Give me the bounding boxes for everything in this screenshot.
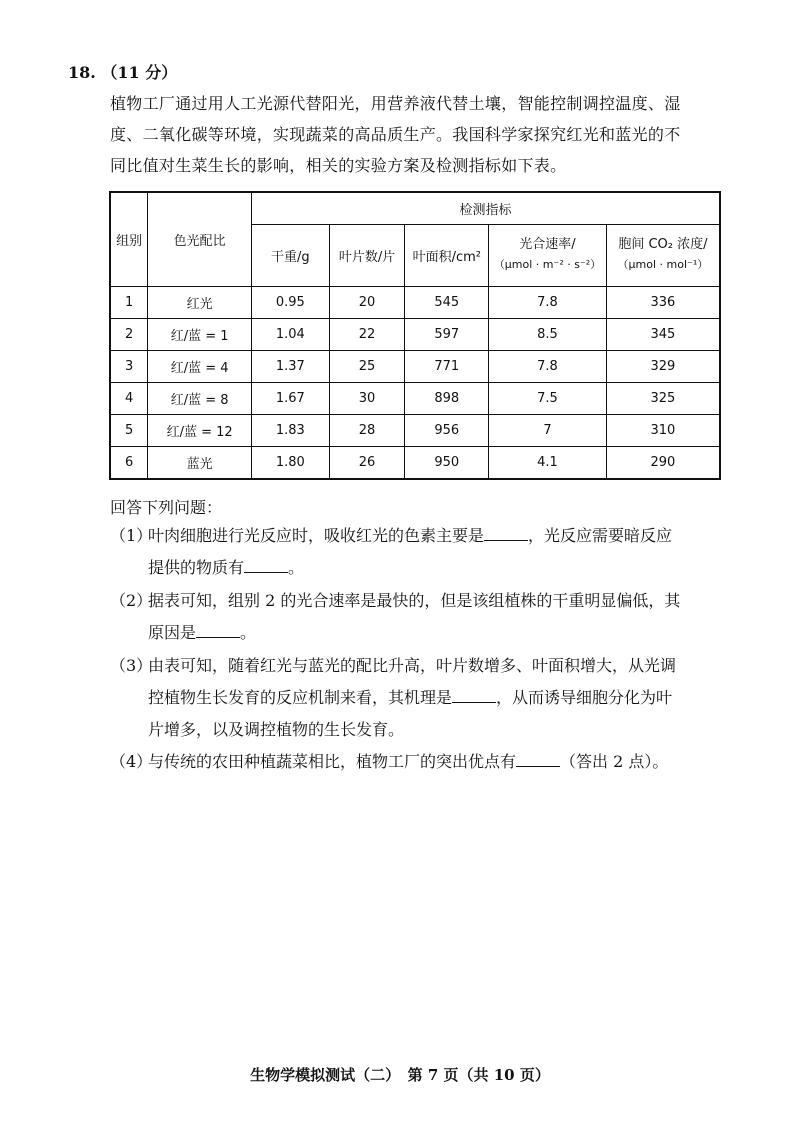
cell-leaves: 26 bbox=[329, 446, 405, 479]
answer-blank[interactable] bbox=[516, 752, 560, 767]
table-row bbox=[110, 446, 720, 479]
cell-rate: 7.8 bbox=[489, 350, 607, 382]
header-ratio: 色光配比 bbox=[148, 192, 252, 286]
table-row bbox=[110, 318, 720, 350]
cell-co2: 329 bbox=[606, 350, 720, 382]
header-detect: 检测指标 bbox=[251, 192, 720, 224]
q1-text-a: 叶肉细胞进行光反应时，吸收红光的色素主要是 bbox=[148, 526, 485, 545]
q1-text-b: ，光反应需要暗反应 bbox=[528, 526, 673, 545]
cell-dry: 1.67 bbox=[251, 382, 329, 414]
header-photo-rate bbox=[489, 224, 607, 286]
header-co2-line2: （μmol · mol⁻¹） bbox=[617, 258, 709, 271]
cell-rate: 7.8 bbox=[489, 286, 607, 318]
cell-co2: 290 bbox=[606, 446, 720, 479]
q2-text-c: 。 bbox=[240, 623, 257, 642]
cell-group: 1 bbox=[110, 286, 148, 318]
cell-dry: 1.83 bbox=[251, 414, 329, 446]
table-row bbox=[110, 382, 720, 414]
table-row bbox=[110, 350, 720, 382]
cell-area: 956 bbox=[405, 414, 489, 446]
q3-text-b: 控植物生长发育的反应机制来看，其机理是 bbox=[148, 688, 453, 707]
answer-blank[interactable] bbox=[452, 688, 496, 703]
cell-dry: 0.95 bbox=[251, 286, 329, 318]
cell-rate: 7 bbox=[489, 414, 607, 446]
cell-ratio: 红光 bbox=[148, 286, 252, 318]
cell-group: 4 bbox=[110, 382, 148, 414]
cell-area: 545 bbox=[405, 286, 489, 318]
header-leaf-count: 叶片数/片 bbox=[329, 224, 405, 286]
sub-question-number: （4） bbox=[110, 752, 153, 771]
cell-leaves: 28 bbox=[329, 414, 405, 446]
header-co2 bbox=[606, 224, 720, 286]
cell-group: 3 bbox=[110, 350, 148, 382]
cell-area: 898 bbox=[405, 382, 489, 414]
sub-question-4 bbox=[110, 746, 730, 778]
page-footer: 生物学模拟测试（二） 第 7 页（共 10 页） bbox=[250, 1066, 550, 1084]
q3-text-a: 由表可知，随着红光与蓝光的配比升高，叶片数增多、叶面积增大，从光调 bbox=[148, 656, 677, 675]
q2-text-a: 据表可知，组别 2 的光合速率是最快的，但是该组植株的干重明显偏低，其 bbox=[148, 591, 681, 610]
cell-ratio: 蓝光 bbox=[148, 446, 252, 479]
question-header bbox=[68, 60, 177, 83]
sub-question-3 bbox=[110, 650, 730, 746]
cell-ratio: 红/蓝 = 4 bbox=[148, 350, 252, 382]
cell-co2: 345 bbox=[606, 318, 720, 350]
header-photo-rate-line2: （μmol · m⁻² · s⁻²） bbox=[493, 258, 602, 271]
q1-text-d: 。 bbox=[288, 558, 305, 577]
cell-group: 2 bbox=[110, 318, 148, 350]
cell-leaves: 20 bbox=[329, 286, 405, 318]
sub-question-1 bbox=[110, 520, 730, 584]
header-group: 组别 bbox=[110, 192, 148, 286]
cell-dry: 1.04 bbox=[251, 318, 329, 350]
q1-text-c: 提供的物质有 bbox=[148, 558, 245, 577]
cell-area: 771 bbox=[405, 350, 489, 382]
table-row bbox=[110, 414, 720, 446]
answer-blank[interactable] bbox=[244, 558, 288, 573]
question-points: （11 分） bbox=[101, 63, 178, 82]
q4-text-b: （答出 2 点）。 bbox=[560, 752, 669, 771]
table-row bbox=[110, 286, 720, 318]
cell-group: 6 bbox=[110, 446, 148, 479]
cell-leaves: 22 bbox=[329, 318, 405, 350]
sub-question-2 bbox=[110, 585, 730, 649]
q3-text-d: 片增多，以及调控植物的生长发育。 bbox=[148, 720, 405, 739]
cell-leaves: 25 bbox=[329, 350, 405, 382]
intro-line: 度、二氧化碳等环境，实现蔬菜的高品质生产。我国科学家探究红光和蓝光的不 bbox=[110, 125, 681, 144]
cell-ratio: 红/蓝 = 8 bbox=[148, 382, 252, 414]
header-photo-rate-line1: 光合速率/ bbox=[519, 237, 576, 252]
cell-area: 950 bbox=[405, 446, 489, 479]
intro-line: 植物工厂通过用人工光源代替阳光，用营养液代替土壤，智能控制调控温度、湿 bbox=[110, 94, 681, 113]
answer-lead: 回答下列问题： bbox=[110, 498, 223, 517]
cell-leaves: 30 bbox=[329, 382, 405, 414]
cell-group: 5 bbox=[110, 414, 148, 446]
question-intro bbox=[110, 88, 726, 181]
header-leaf-area: 叶面积/cm² bbox=[405, 224, 489, 286]
question-number: 18. bbox=[68, 63, 96, 82]
cell-co2: 336 bbox=[606, 286, 720, 318]
cell-co2: 325 bbox=[606, 382, 720, 414]
cell-rate: 7.5 bbox=[489, 382, 607, 414]
experiment-table bbox=[109, 191, 721, 480]
q3-text-c: ，从而诱导细胞分化为叶 bbox=[496, 688, 673, 707]
header-dry-weight: 干重/g bbox=[251, 224, 329, 286]
sub-question-number: （1） bbox=[110, 526, 153, 545]
cell-dry: 1.80 bbox=[251, 446, 329, 479]
sub-question-number: （3） bbox=[110, 656, 153, 675]
cell-co2: 310 bbox=[606, 414, 720, 446]
intro-line: 同比值对生菜生长的影响，相关的实验方案及检测指标如下表。 bbox=[110, 156, 567, 175]
sub-question-number: （2） bbox=[110, 591, 153, 610]
answer-blank[interactable] bbox=[196, 623, 240, 638]
cell-ratio: 红/蓝 = 12 bbox=[148, 414, 252, 446]
q4-text-a: 与传统的农田种植蔬菜相比，植物工厂的突出优点有 bbox=[148, 752, 517, 771]
cell-dry: 1.37 bbox=[251, 350, 329, 382]
cell-rate: 8.5 bbox=[489, 318, 607, 350]
cell-rate: 4.1 bbox=[489, 446, 607, 479]
answer-blank[interactable] bbox=[484, 526, 528, 541]
cell-ratio: 红/蓝 = 1 bbox=[148, 318, 252, 350]
header-co2-line1: 胞间 CO₂ 浓度/ bbox=[618, 237, 708, 252]
q2-text-b: 原因是 bbox=[148, 623, 197, 642]
cell-area: 597 bbox=[405, 318, 489, 350]
